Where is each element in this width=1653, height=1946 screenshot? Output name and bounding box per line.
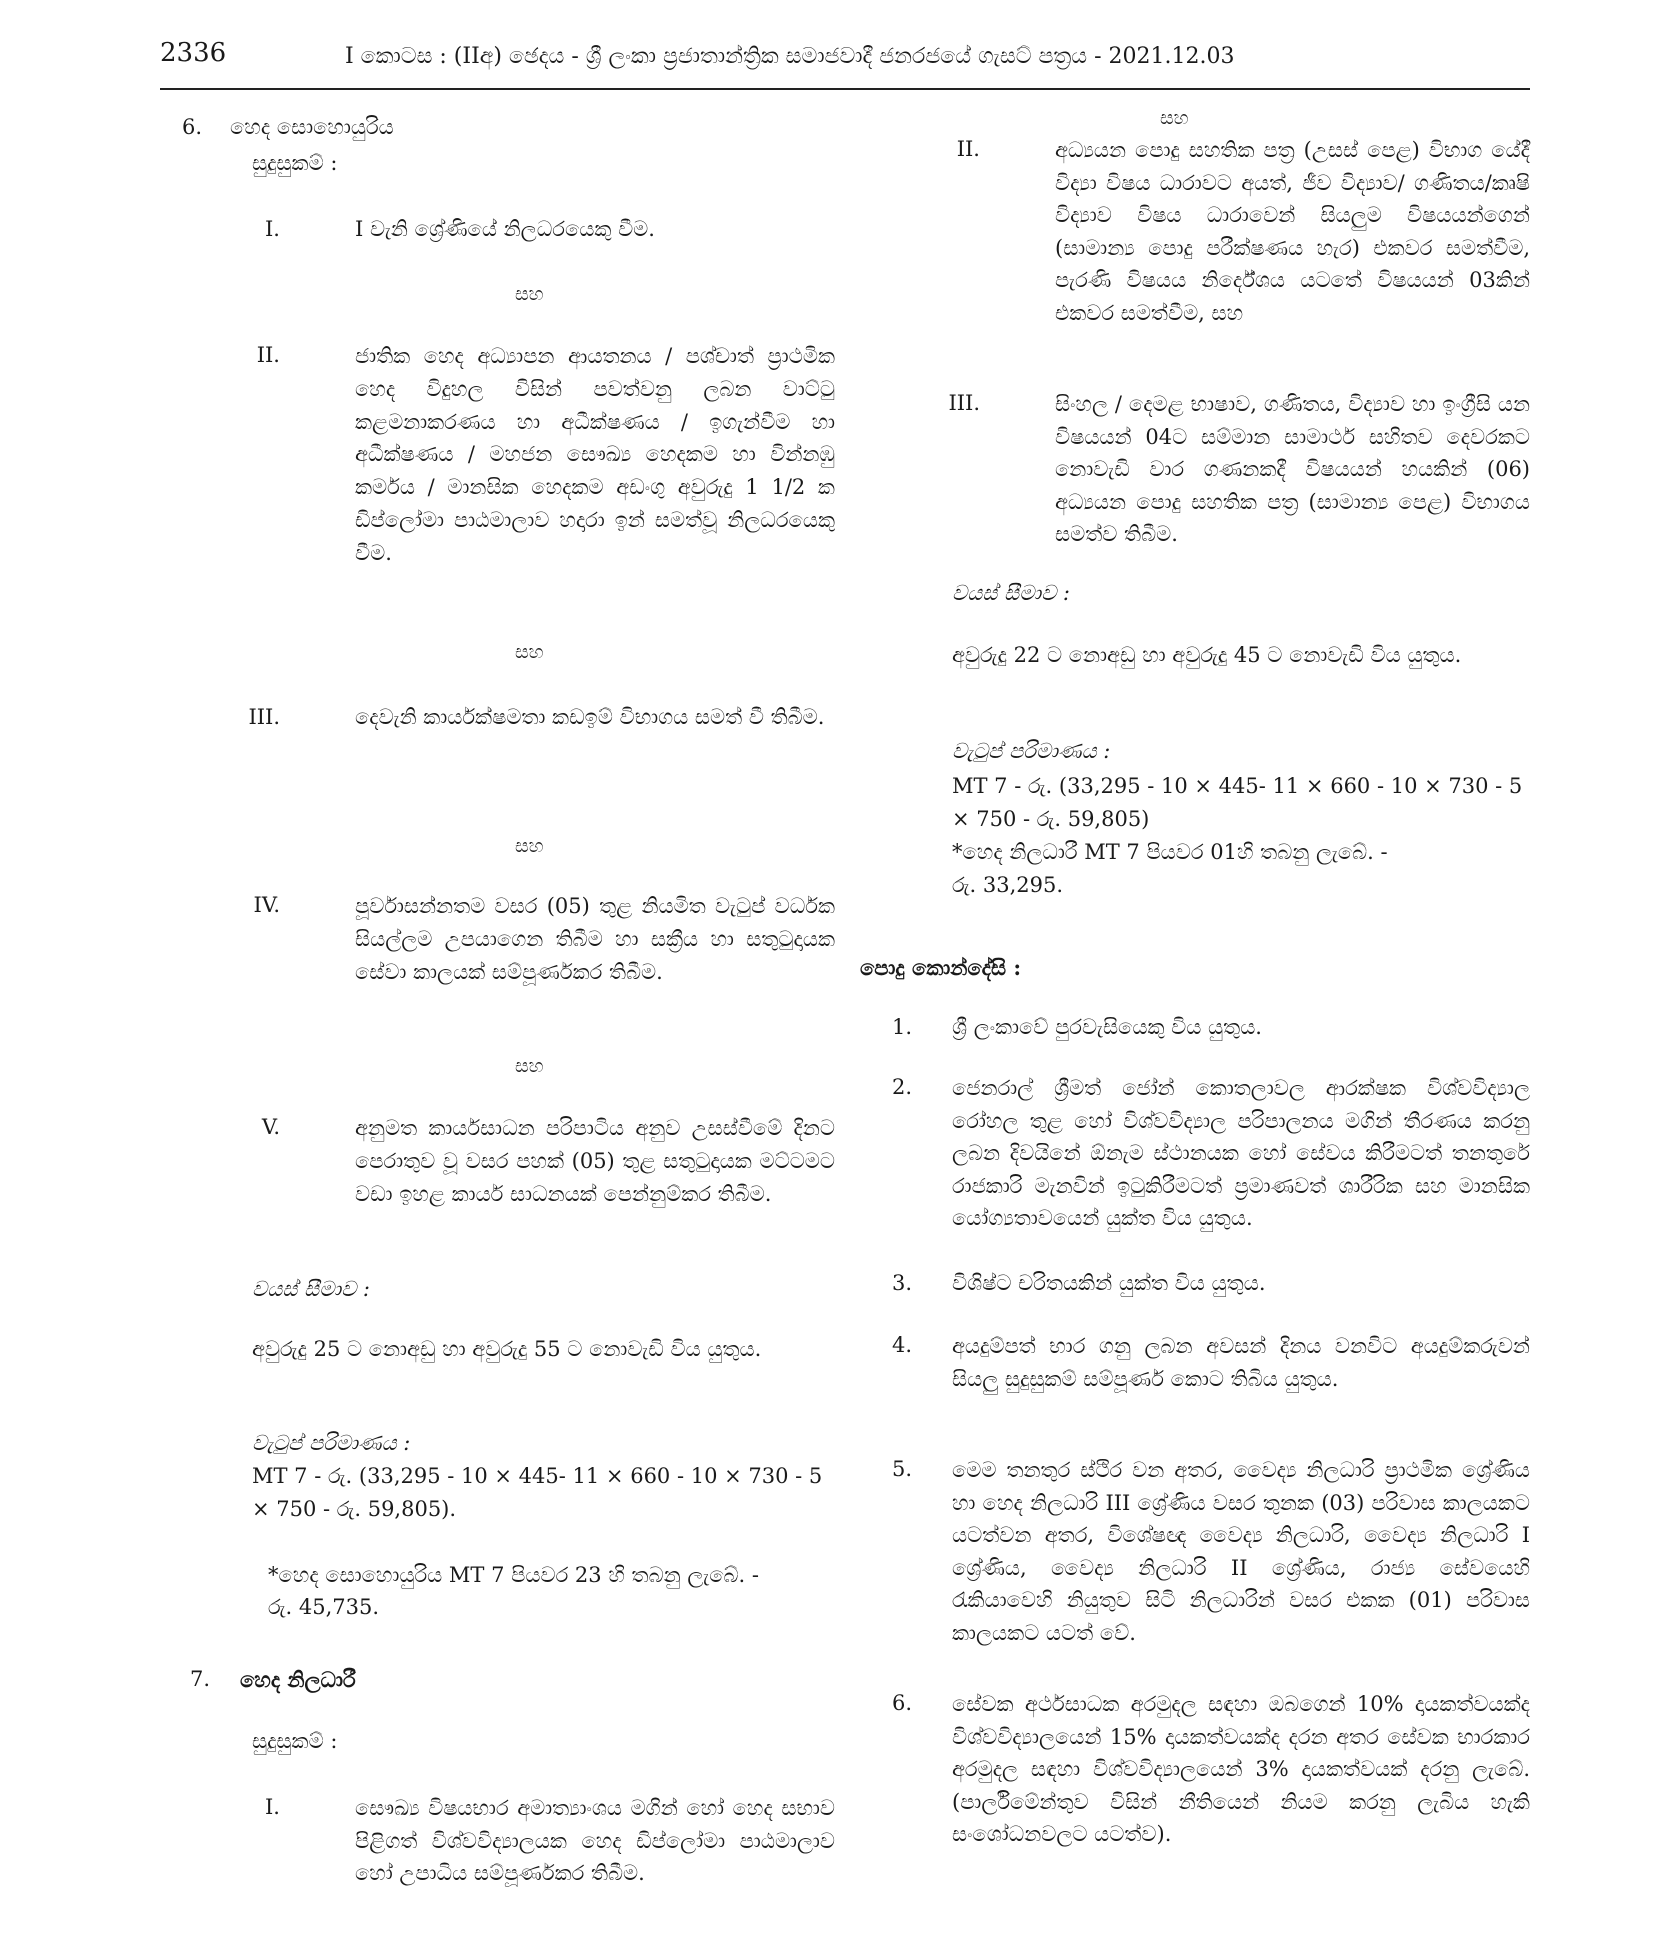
s7-item-I-num: I. (265, 1795, 280, 1819)
page-number: 2336 (160, 38, 227, 68)
general-item-1-num: 1. (892, 1015, 913, 1039)
s6-item-I-text: I වැනි ශ්‍රේණියේ නිලධරයෙකු වීම. (355, 217, 655, 241)
s7-salary-text: MT 7 - රු. (33,295 - 10 × 445- 11 × 660 - 10 × 730 - 5 × 750 - රු. 59,805) (952, 774, 1523, 831)
s7-item-II-text: අධ්‍යයන පොදු සහතික පත්‍ර (උසස් පෙළ) විභාග යේදී විද්‍යා විෂය ධාරාවට අයත්, ජීව විද්‍යාව/ ගණිතය/කෘෂි විද්‍යාව විෂය ධාරාවෙන් සියලුම විෂයයන්ගෙන් (සාමාන්‍ය පොදු පරීක්ෂණය හැර) එකවර සමත්වීම, පැරණි විෂයය නිර්දේශය යටතේ විෂයයන් 03කින් එකවර සමත්වීම, සහ (1055, 138, 1530, 325)
s6-item-III-text: දෙවැනි කාර්යක්ෂමතා කඩඉම් විභාගය සමත් වී තිබීම. (355, 705, 825, 729)
saha-connector: සහ (515, 641, 544, 663)
s7-item-I-text: සෞඛ්‍ය විෂයභාර අමාත්‍යාංශය මගින් හෝ හෙද සභාව පිළිගත් විශ්වවිද්‍යාලයක හෙද ඩිප්ලෝමා පාඨමාලාව හෝ උපාධිය සම්පූර්ණකර තිබීම. (355, 1796, 835, 1886)
s6-item-II-text: ජාතික හෙද අධ්‍යාපන ආයතනය / පශ්චාත් ප්‍රාථමික හෙද විදුහල විසින් පවත්වනු ලබන වාට්ටු කළමනාකරණය හා අධීක්ෂණය / ඉගැන්වීම හා අධීක්ෂණය / මහජන සෞඛ්‍ය හෙදකම හා වින්නඹු කර්මය / මානසික හෙදකම අඩංගු අවුරුදු 1 1/2 ක ඩිප්ලෝමා පාඨමාලාව හදාරා ඉන් සමත්වූ නිලධරයෙකු වීම. (355, 344, 835, 565)
saha-connector: සහ (1160, 107, 1189, 129)
general-item-2-text: ජෙනරාල් ශ්‍රීමත් ජෝන් කොතලාවල ආරක්ෂක විශ්වවිද්‍යාල රෝහල තුළ හෝ විශ්වවිද්‍යාල පරිපාලනය මගින් තීරණය කරනු ලබන දිවයිනේ ඕනැම ස්ථානයක හෝ සේවය කිරීමටත් තනතුරේ රාජකාරි මැනවින් ඉටුකිරීමටත් ප්‍රමාණවත් ශාරීරික සහ මානසික යෝග්‍යතාවයෙන් යුක්ත විය යුතුය. (952, 1076, 1530, 1231)
general-item-2-num: 2. (892, 1075, 913, 1099)
s6-item-II-num: II. (256, 343, 280, 367)
section-7-number: 7. (190, 1667, 211, 1691)
general-conditions-title: පොදු කොන්දේසි : (860, 955, 1022, 980)
general-item-6-num: 6. (892, 1691, 913, 1715)
s7-age-limit-text: අවුරුදු 22 ට නොඅඩු හා අවුරුදු 45 ට නොවැඩි විය යුතුය. (952, 643, 1462, 667)
s6-salary-text: MT 7 - රු. (33,295 - 10 × 445- 11 × 660 - 10 × 730 - 5 × 750 - රු. 59,805). (252, 1464, 823, 1521)
gazette-header-title: I කොටස : (IIඅ) ඡෙදය - ශ්‍රී ලංකා ප්‍රජාතාන්ත්‍රික සමාජවාදී ජනරජයේ ගැසට් පත්‍රය - 2021.12.03 (345, 44, 1235, 69)
s7-salary-label: වැටුප් පරිමාණය : (952, 739, 1111, 763)
s6-item-I-num: I. (265, 217, 280, 241)
saha-connector: සහ (515, 283, 544, 305)
s6-item-V-text: අනුමත කාර්යසාධන පරිපාටිය අනුව උසස්වීමේ දිනට පෙරාතුව වූ වසර පහක් (05) තුළ සතුටුදායක මට්ටමට වඩා ඉහළ කාර්ය සාධනයක් පෙන්නුම්කර තිබීම. (355, 1116, 835, 1206)
s7-salary-note: *හෙද නිලධාරී MT 7 පියවර 01හි තබනු ලැබේ. - රු. 33,295. (952, 840, 1388, 897)
general-item-1-text: ශ්‍රී ලංකාවේ පුරවැසියෙකු විය යුතුය. (952, 1015, 1262, 1039)
header-divider (160, 88, 1530, 90)
general-item-5-num: 5. (892, 1457, 913, 1481)
general-item-3-num: 3. (892, 1271, 913, 1295)
section-6-number: 6. (182, 115, 203, 139)
section-7-qualifications-label: සුදුසුකම් : (252, 1729, 338, 1753)
s7-item-III-text: සිංහල / දෙමළ භාෂාව, ගණිතය, විද්‍යාව හා ඉංග්‍රීසි යන විෂයයන් 04ට සම්මාන සාමාර්ථ සහිතව දෙවරකට නොවැඩි වාර ගණනකදී විෂයයන් හයකින් (06) අධ්‍යයන පොදු සහතික පත්‍ර (සාමාන්‍ය පෙළ) විභාගය සමත්ව තිබීම. (1055, 392, 1530, 547)
saha-connector: සහ (515, 835, 544, 857)
section-6-qualifications-label: සුදුසුකම් : (252, 151, 338, 175)
general-item-4-text: අයදුම්පත් භාර ගනු ලබන අවසන් දිනය වනවිට අයදුම්කරුවන් සියලු සුදුසුකම් සම්පූර්ණ කොට තිබිය යුතුය. (952, 1334, 1530, 1391)
s6-item-III-num: III. (248, 705, 280, 729)
s6-age-limit-text: අවුරුදු 25 ට නොඅඩු හා අවුරුදු 55 ට නොවැඩි විය යුතුය. (252, 1337, 762, 1361)
s6-item-IV-text: පූර්වාසන්නතම වසර (05) තුළ නියමිත වැටුප් වර්ධක සියල්ලම උපයාගෙන තිබීම හා සක්‍රීය හා සතුටුදායක සේවා කාලයක් සම්පූර්ණකර තිබීම. (355, 894, 835, 984)
section-7-title: හෙද නිලධාරී (240, 1667, 356, 1692)
s6-item-IV-num: IV. (253, 893, 280, 917)
s7-item-III-num: III. (948, 391, 980, 415)
s6-salary-note: *හෙද සොහොයුරිය MT 7 පියවර 23 හි තබනු ලැබේ. - රු. 45,735. (268, 1563, 759, 1619)
general-item-5-text: මෙම තනතුර ස්ථිර වන අතර, වෛද්‍ය නිලධාරි ප්‍රාථමික ශ්‍රේණිය හා හෙද නිලධාරි III ශ්‍රේණිය වසර තුනක (03) පරිවාස කාලයකට යටත්වන අතර, විශේෂඥ වෛද්‍ය නිලධාරි, වෛද්‍ය නිලධාරි I ශ්‍රේණිය, වෛද්‍ය නිලධාරි II ශ්‍රේණිය, රාජ්‍ය සේවයෙහි රැකියාවෙහි නියුතුව සිටි නිලධාරින් වසර එකක (01) පරිවාස කාලයකට යටත් වේ. (952, 1458, 1530, 1645)
s7-item-II-num: II. (956, 137, 980, 161)
s7-age-limit-label: වයස් සීමාව : (952, 581, 1070, 605)
section-6-title: හෙද සොහොයුරිය (230, 115, 394, 139)
general-item-6-text: සේවක අර්ථසාධක අරමුදල සඳහා ඔබගෙන් 10% දායකත්වයක්ද විශ්වවිද්‍යාලයෙන් 15% දායකත්වයක්ද දරන අතර සේවක භාරකාර අරමුදල සඳහා විශ්වවිද්‍යාලයෙන් 3% දායකත්වයක් දරනු ලැබේ. (පාර්ලිමේන්තුව විසින් නීතියෙන් නියම කරනු ලැබිය හැකි සංශෝධනවලට යටත්ව). (952, 1692, 1530, 1847)
s6-age-limit-label: වයස් සීමාව : (252, 1277, 370, 1301)
saha-connector: සහ (515, 1055, 544, 1077)
general-item-4-num: 4. (892, 1333, 913, 1357)
general-item-3-text: විශිෂ්ට චරිතයකින් යුක්ත විය යුතුය. (952, 1271, 1266, 1295)
s6-salary-label: වැටුප් පරිමාණය : (252, 1431, 411, 1455)
s6-item-V-num: V. (261, 1115, 280, 1139)
